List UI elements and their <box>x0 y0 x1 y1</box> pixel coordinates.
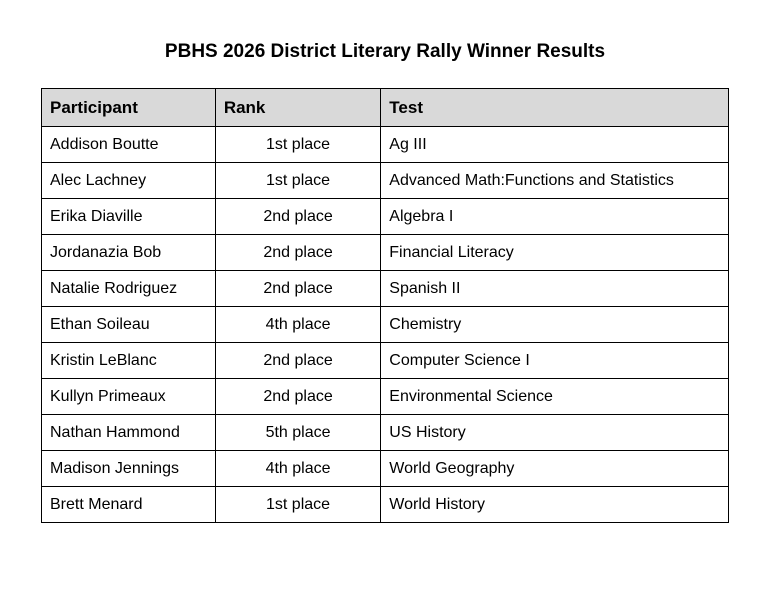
table-row <box>42 199 729 235</box>
participant-cell: Madison Jennings <box>42 451 216 487</box>
participant-cell: Brett Menard <box>42 487 216 523</box>
column-header-test: Test <box>381 89 729 127</box>
test-cell: Spanish II <box>381 271 729 307</box>
participant-cell: Nathan Hammond <box>42 415 216 451</box>
rank-cell: 2nd place <box>215 379 380 415</box>
test-cell: Algebra I <box>381 199 729 235</box>
test-cell: World History <box>381 487 729 523</box>
test-cell: World Geography <box>381 451 729 487</box>
table-row <box>42 379 729 415</box>
table-row <box>42 307 729 343</box>
participant-cell: Natalie Rodriguez <box>42 271 216 307</box>
test-cell: Computer Science I <box>381 343 729 379</box>
participant-cell: Kristin LeBlanc <box>42 343 216 379</box>
column-header-rank: Rank <box>215 89 380 127</box>
test-cell: Advanced Math:Functions and Statistics <box>381 163 729 199</box>
table-row <box>42 451 729 487</box>
rank-cell: 1st place <box>215 163 380 199</box>
table-row <box>42 343 729 379</box>
participant-cell: Erika Diaville <box>42 199 216 235</box>
results-table <box>41 88 729 523</box>
rank-cell: 4th place <box>215 451 380 487</box>
test-cell: Financial Literacy <box>381 235 729 271</box>
rank-cell: 2nd place <box>215 235 380 271</box>
page-title: PBHS 2026 District Literary Rally Winner Results <box>164 41 606 62</box>
table-row <box>42 271 729 307</box>
rank-cell: 2nd place <box>215 271 380 307</box>
table-header-row <box>42 89 729 127</box>
rank-cell: 4th place <box>215 307 380 343</box>
test-cell: Chemistry <box>381 307 729 343</box>
rank-cell: 2nd place <box>215 199 380 235</box>
rank-cell: 1st place <box>215 127 380 163</box>
table-row <box>42 127 729 163</box>
column-header-participant: Participant <box>42 89 216 127</box>
participant-cell: Jordanazia Bob <box>42 235 216 271</box>
test-cell: Environmental Science <box>381 379 729 415</box>
participant-cell: Addison Boutte <box>42 127 216 163</box>
table-row <box>42 163 729 199</box>
rank-cell: 2nd place <box>215 343 380 379</box>
participant-cell: Kullyn Primeaux <box>42 379 216 415</box>
participant-cell: Alec Lachney <box>42 163 216 199</box>
table-row <box>42 487 729 523</box>
table-row <box>42 415 729 451</box>
table-row <box>42 235 729 271</box>
test-cell: US History <box>381 415 729 451</box>
test-cell: Ag III <box>381 127 729 163</box>
rank-cell: 1st place <box>215 487 380 523</box>
participant-cell: Ethan Soileau <box>42 307 216 343</box>
rank-cell: 5th place <box>215 415 380 451</box>
